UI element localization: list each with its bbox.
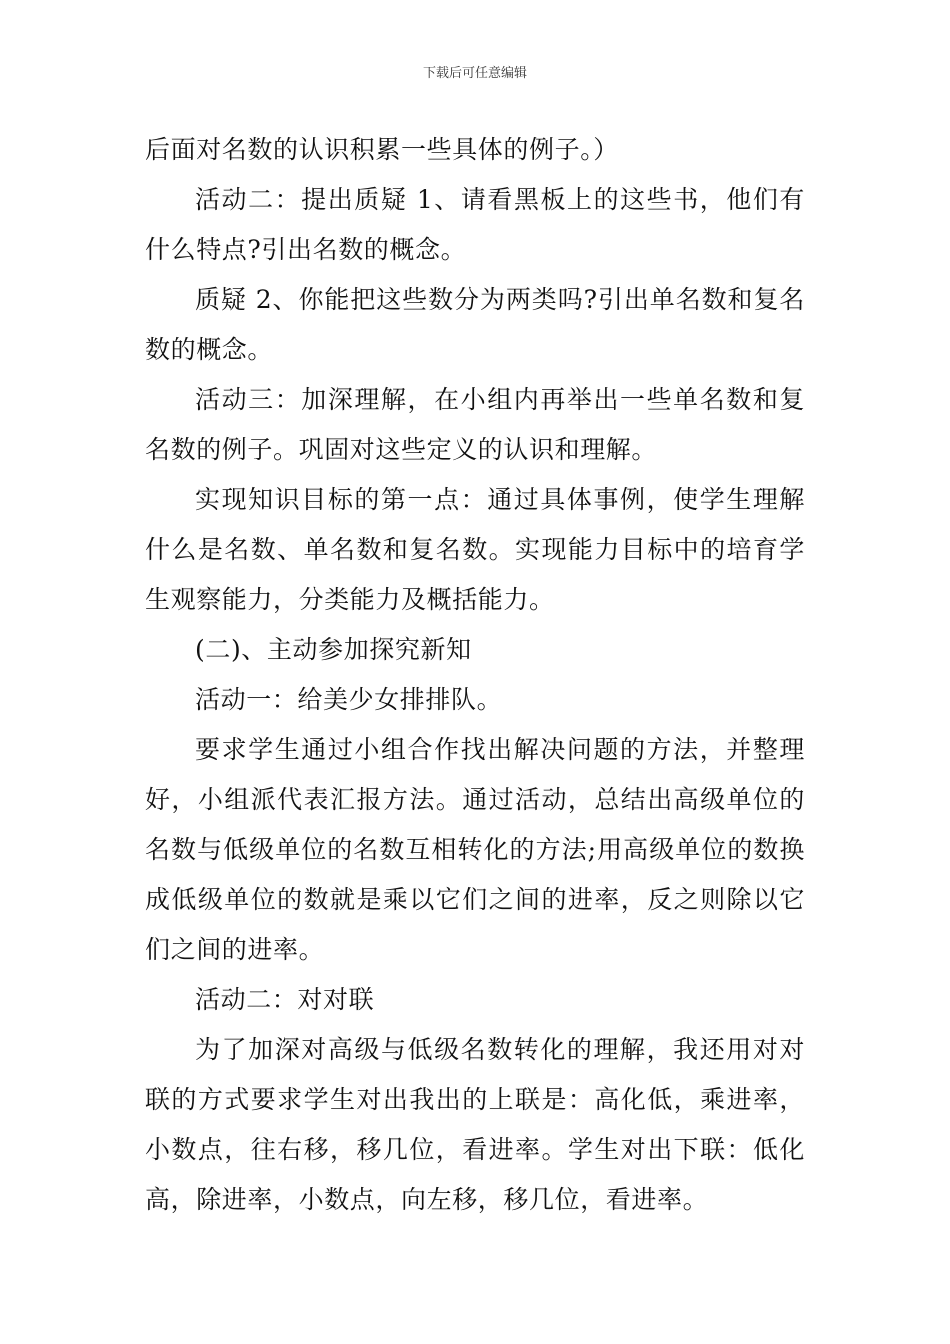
document-body bbox=[145, 125, 805, 1225]
paragraph: 活动一：给美少女排排队。 bbox=[195, 685, 503, 714]
paragraph: 活动二：对对联 bbox=[195, 985, 375, 1014]
section-heading: (二)、主动参加探究新知 bbox=[195, 635, 472, 664]
paragraph: 为了加深对高级与低级名数转化的理解，我还用对对联的方式要求学生对出我出的上联是：高化低，乘进率，小数点，往右移，移几位，看进率。学生对出下联：低化高，除进率，小数点，向左移，移几位，看进率。 bbox=[145, 1035, 805, 1214]
paragraph: 后面对名数的认识积累一些具体的例子。） bbox=[145, 135, 619, 164]
paragraph: 活动三：加深理解，在小组内再举出一些单名数和复名数的例子。巩固对这些定义的认识和理解。 bbox=[145, 385, 805, 464]
paragraph: 实现知识目标的第一点：通过具体事例，使学生理解什么是名数、单名数和复名数。实现能力目标中的培育学生观察能力，分类能力及概括能力。 bbox=[145, 485, 805, 614]
paragraph: 活动二：提出质疑 1、请看黑板上的这些书，他们有什么特点?引出名数的概念。 bbox=[145, 185, 805, 264]
paragraph: 质疑 2、你能把这些数分为两类吗?引出单名数和复名数的概念。 bbox=[145, 285, 805, 364]
page-header: 下载后可任意编辑 bbox=[422, 66, 527, 81]
paragraph: 要求学生通过小组合作找出解决问题的方法，并整理好，小组派代表汇报方法。通过活动，总结出高级单位的名数与低级单位的名数互相转化的方法;用高级单位的数换成低级单位的数就是乘以它们之间的进率，反之则除以它们之间的进率。 bbox=[145, 735, 805, 964]
